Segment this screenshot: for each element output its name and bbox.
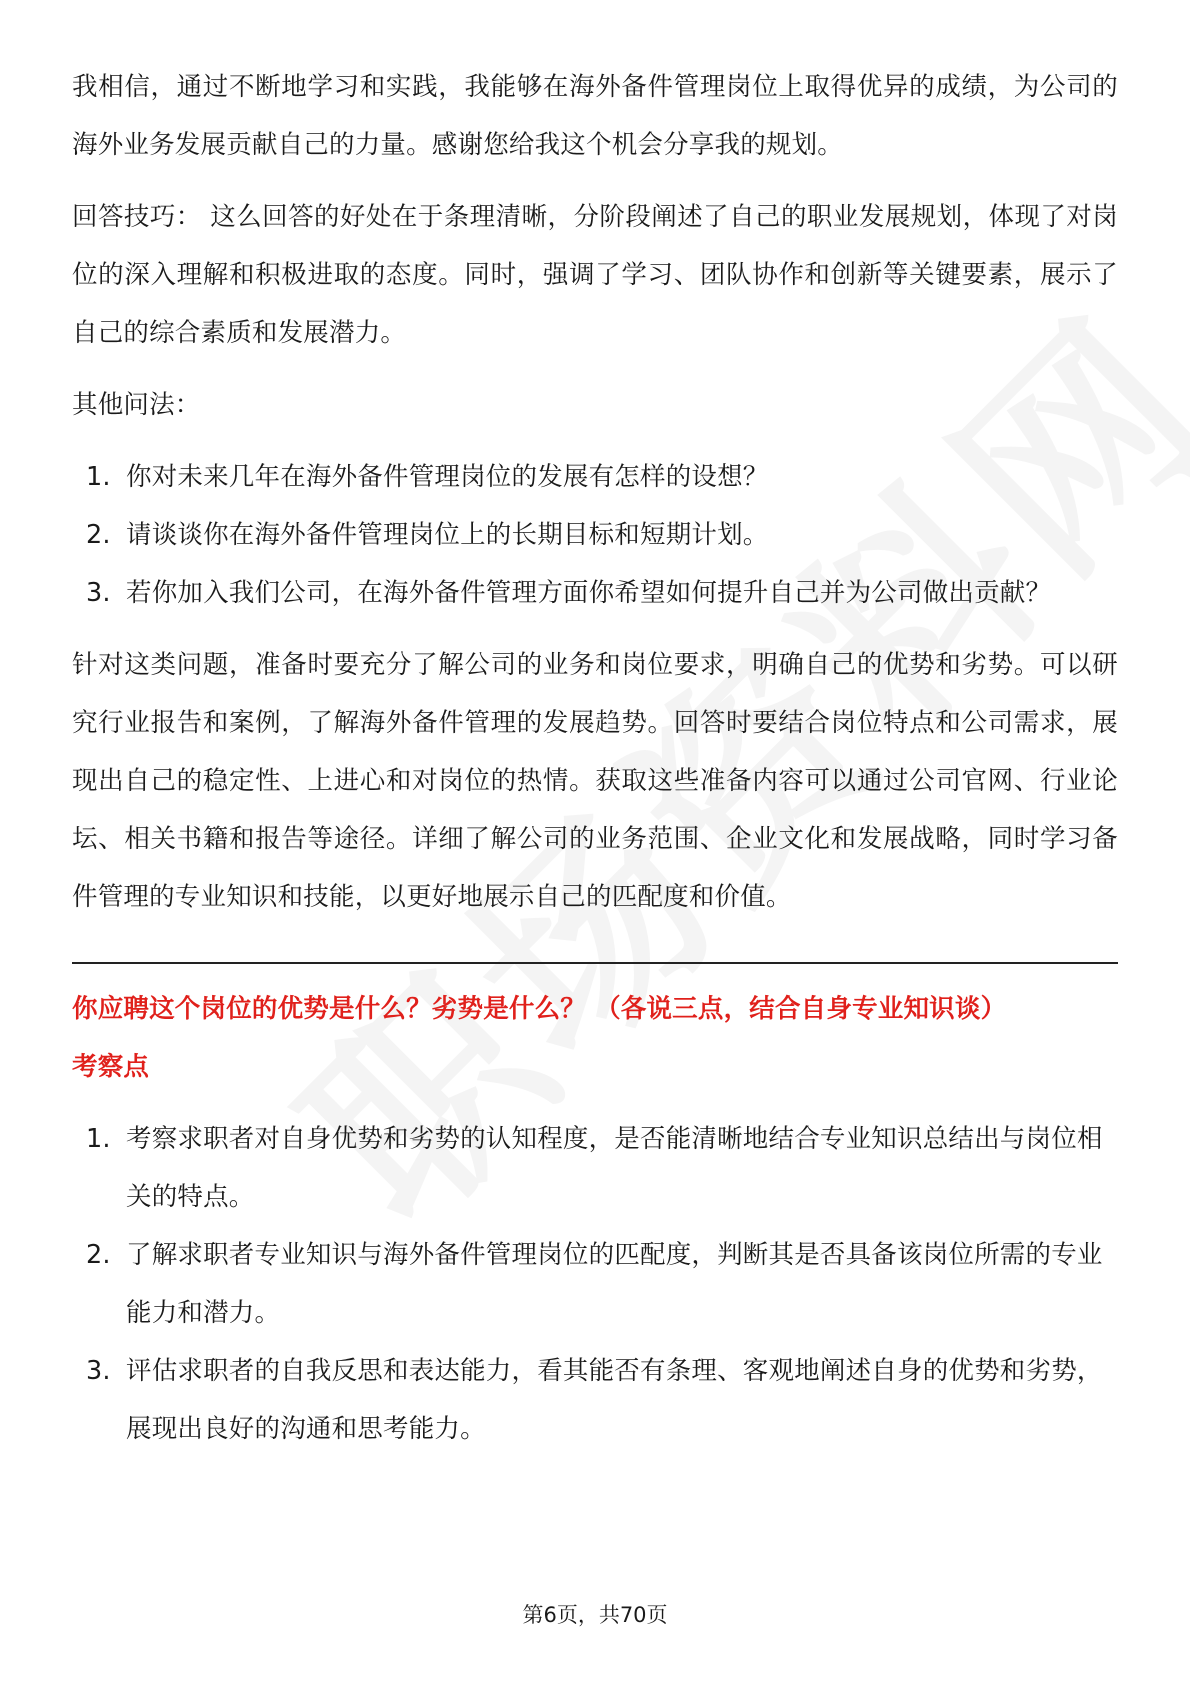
list-item <box>72 1226 1118 1342</box>
list-item <box>72 1110 1118 1226</box>
list-number: 1. <box>86 462 111 492</box>
list-item-text: 请谈谈你在海外备件管理岗位上的长期目标和短期计划。 <box>126 520 769 550</box>
list-item <box>72 1342 1118 1458</box>
page-number-footer: 第6页，共70页 <box>522 1603 668 1627</box>
list-item <box>72 448 1118 506</box>
list-number: 2. <box>86 520 111 550</box>
list-number: 2. <box>86 1240 111 1270</box>
closing-paragraph: 我相信，通过不断地学习和实践，我能够在海外备件管理岗位上取得优异的成绩，为公司的海外业务发展贡献自己的力量。感谢您给我这个机会分享我的规划。 <box>72 72 1118 160</box>
page-content <box>72 58 1118 1458</box>
list-item-text: 考察求职者对自身优势和劣势的认知程度，是否能清晰地结合专业知识总结出与岗位相关的特点。 <box>126 1124 1103 1212</box>
focus-heading: 考察点 <box>72 1052 150 1082</box>
focus-points-list <box>72 1110 1118 1458</box>
other-questions-heading: 其他问法： <box>72 390 201 420</box>
preparation-paragraph: 针对这类问题，准备时要充分了解公司的业务和岗位要求，明确自己的优势和劣势。可以研究行业报告和案例，了解海外备件管理的发展趋势。回答时要结合岗位特点和公司需求，展现出自己的稳定性、上进心和对岗位的热情。获取这些准备内容可以通过公司官网、行业论坛、相关书籍和报告等途径。详细了解公司的业务范围、企业文化和发展战略，同时学习备件管理的专业知识和技能，以更好地展示自己的匹配度和价值。 <box>72 650 1118 912</box>
list-item-text: 了解求职者专业知识与海外备件管理岗位的匹配度，判断其是否具备该岗位所需的专业能力和潜力。 <box>126 1240 1103 1328</box>
other-questions-list <box>72 448 1118 622</box>
question-title: 你应聘这个岗位的优势是什么？劣势是什么？ （各说三点，结合自身专业知识谈） <box>72 994 1007 1024</box>
list-item-text: 你对未来几年在海外备件管理岗位的发展有怎样的设想？ <box>126 462 769 492</box>
list-number: 1. <box>86 1124 111 1154</box>
answer-tip-paragraph: 回答技巧： 这么回答的好处在于条理清晰，分阶段阐述了自己的职业发展规划，体现了对岗位的深入理解和积极进取的态度。同时，强调了学习、团队协作和创新等关键要素，展示了自己的综合素质和发展潜力。 <box>72 202 1118 348</box>
list-number: 3. <box>86 1356 111 1386</box>
list-item-text: 评估求职者的自我反思和表达能力，看其能否有条理、客观地阐述自身的优势和劣势，展现出良好的沟通和思考能力。 <box>126 1356 1103 1444</box>
list-item <box>72 564 1118 622</box>
list-item <box>72 506 1118 564</box>
list-number: 3. <box>86 578 111 608</box>
list-item-text: 若你加入我们公司，在海外备件管理方面你希望如何提升自己并为公司做出贡献？ <box>126 578 1052 608</box>
